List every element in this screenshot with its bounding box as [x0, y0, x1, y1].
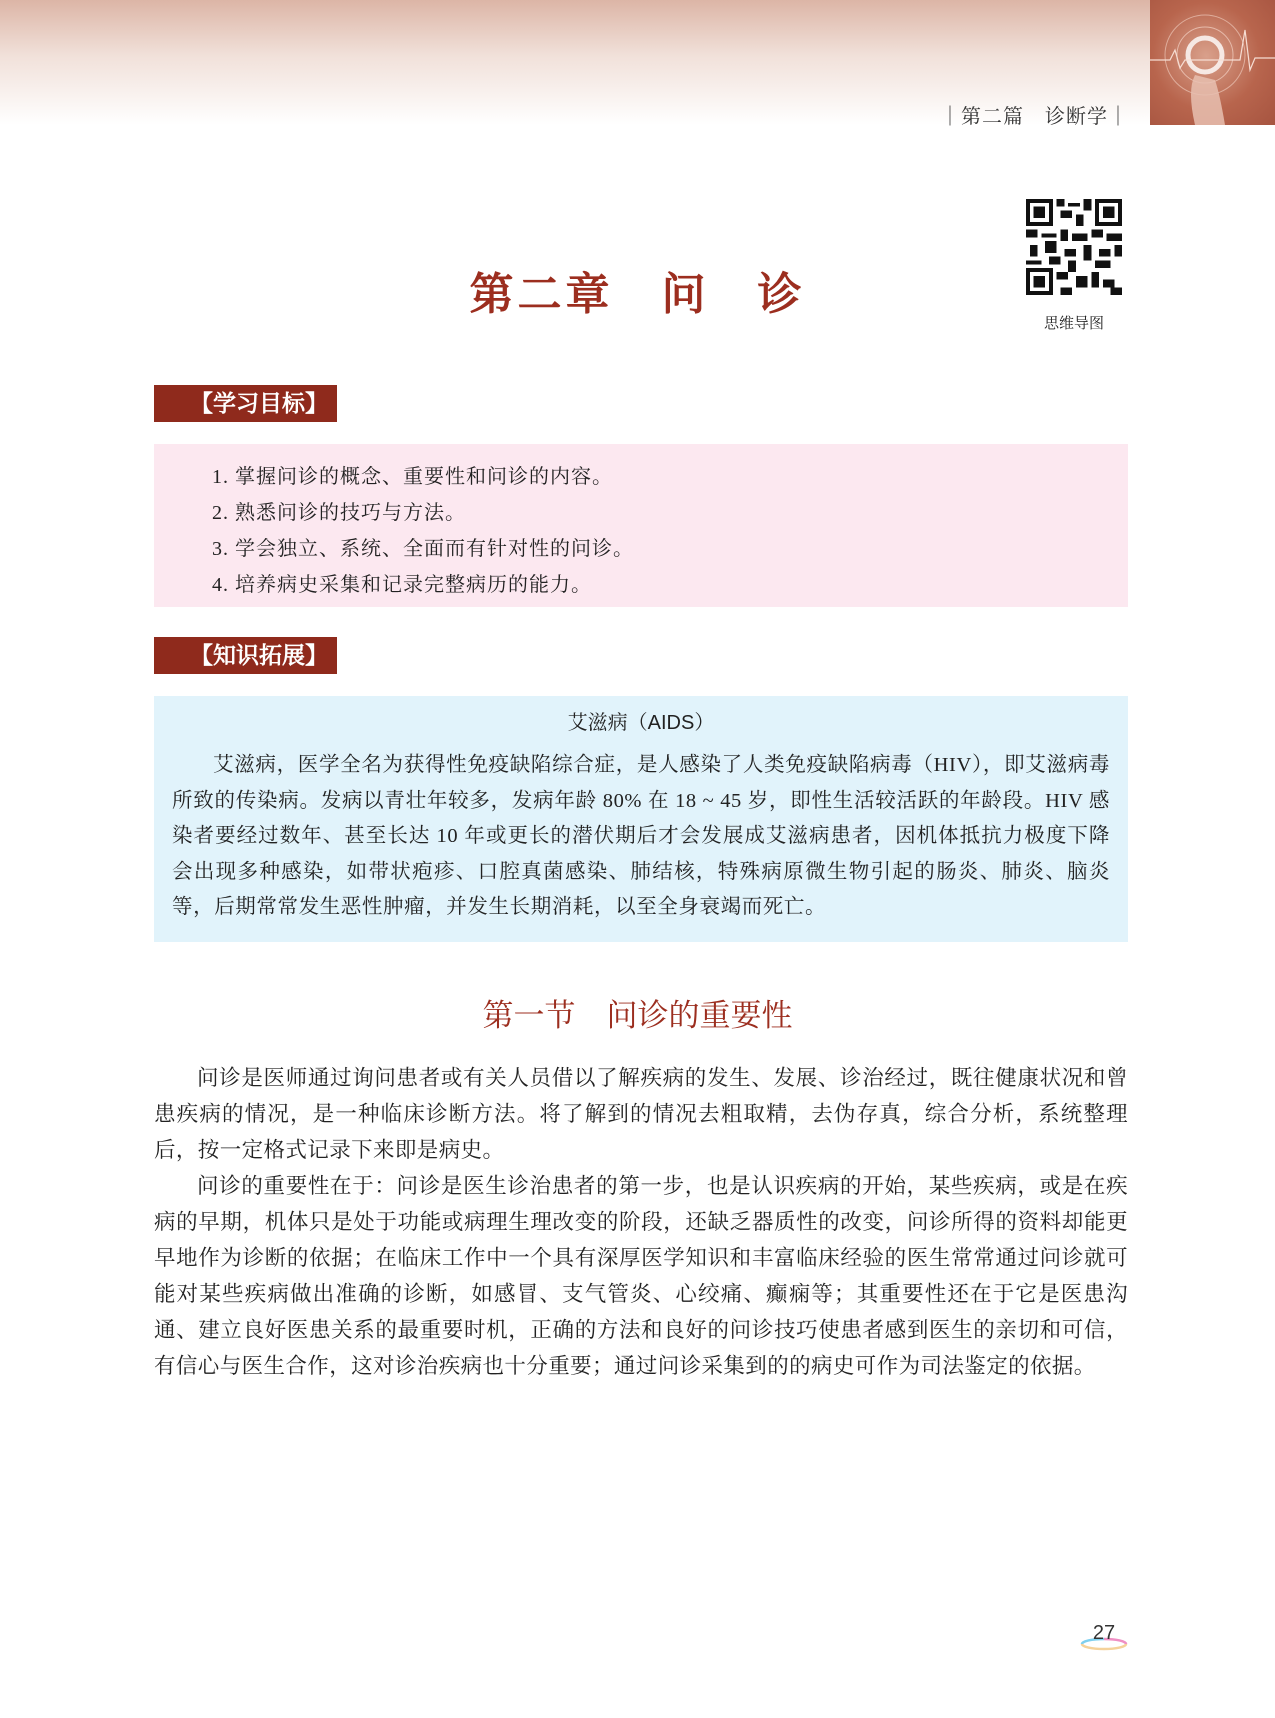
- page-number-text: 27: [1092, 1622, 1116, 1644]
- objectives-tag: 【学习目标】: [154, 385, 337, 422]
- objectives-box: [154, 444, 1128, 607]
- extension-box: [154, 696, 1128, 942]
- extension-tag: 【知识拓展】: [154, 637, 337, 674]
- extension-title: 艾滋病（AIDS）: [567, 712, 715, 734]
- paragraph: 问诊是医师通过询问患者或有关人员借以了解疾病的发生、发展、诊治经过，既往健康状况和曾患疾病的情况，是一种临床诊断方法。将了解到的情况去粗取精，去伪存真，综合分析，系统整理后，按一定格式记录下来即是病史。: [154, 1066, 1128, 1162]
- objective-item: 1. 掌握问诊的概念、重要性和问诊的内容。: [212, 466, 613, 488]
- qr-label: 思维导图: [1043, 315, 1104, 332]
- extension-text: 艾滋病，医学全名为获得性免疫缺陷综合症，是人感染了人类免疫缺陷病毒（HIV），即艾滋病毒所致的传染病。发病以青壮年较多，发病年龄 80% 在 18 ~ 45 岁，即性生活较活跃的年龄段。HIV 感染者要经过数年、甚至长达 10 年或更长的潜伏期后才会发展成艾滋病患者，因机体抵抗力极度下降会出现多种感染，如带状疱疹、口腔真菌感染、肺结核，特殊病原微生物引起的肠炎、肺炎、脑炎等，后期常常发生恶性肿瘤，并发生长期消耗，以至全身衰竭而死亡。: [172, 754, 1110, 918]
- paragraph: 问诊的重要性在于：问诊是医生诊治患者的第一步，也是认识疾病的开始，某些疾病，或是在疾病的早期，机体只是处于功能或病理生理改变的阶段，还缺乏器质性的改变，问诊所得的资料却能更早地作为诊断的依据；在临床工作中一个具有深厚医学知识和丰富临床经验的医生常常通过问诊就可能对某些疾病做出准确的诊断，如感冒、支气管炎、心绞痛、癫痫等；其重要性还在于它是医患沟通、建立良好医患关系的最重要时机，正确的方法和良好的问诊技巧使患者感到医生的亲切和可信，有信心与医生合作，这对诊治疾病也十分重要；通过问诊采集到的的病史可作为司法鉴定的依据。: [154, 1174, 1128, 1378]
- page-number: [1078, 1622, 1130, 1652]
- objective-item: 2. 熟悉问诊的技巧与方法。: [212, 502, 466, 524]
- part-label: ｜第二篇 诊断学｜: [940, 106, 1129, 128]
- section-body: [154, 1060, 1128, 1384]
- section-title: 第一节 问诊的重要性: [482, 998, 793, 1033]
- objective-item: 3. 学会独立、系统、全面而有针对性的问诊。: [212, 538, 634, 560]
- objective-item: 4. 培养病史采集和记录完整病历的能力。: [212, 574, 592, 596]
- stethoscope-illustration: [1150, 0, 1275, 125]
- part-label-text: 第二篇 诊断学: [961, 106, 1108, 128]
- chapter-title: 第二章 问 诊: [469, 270, 806, 319]
